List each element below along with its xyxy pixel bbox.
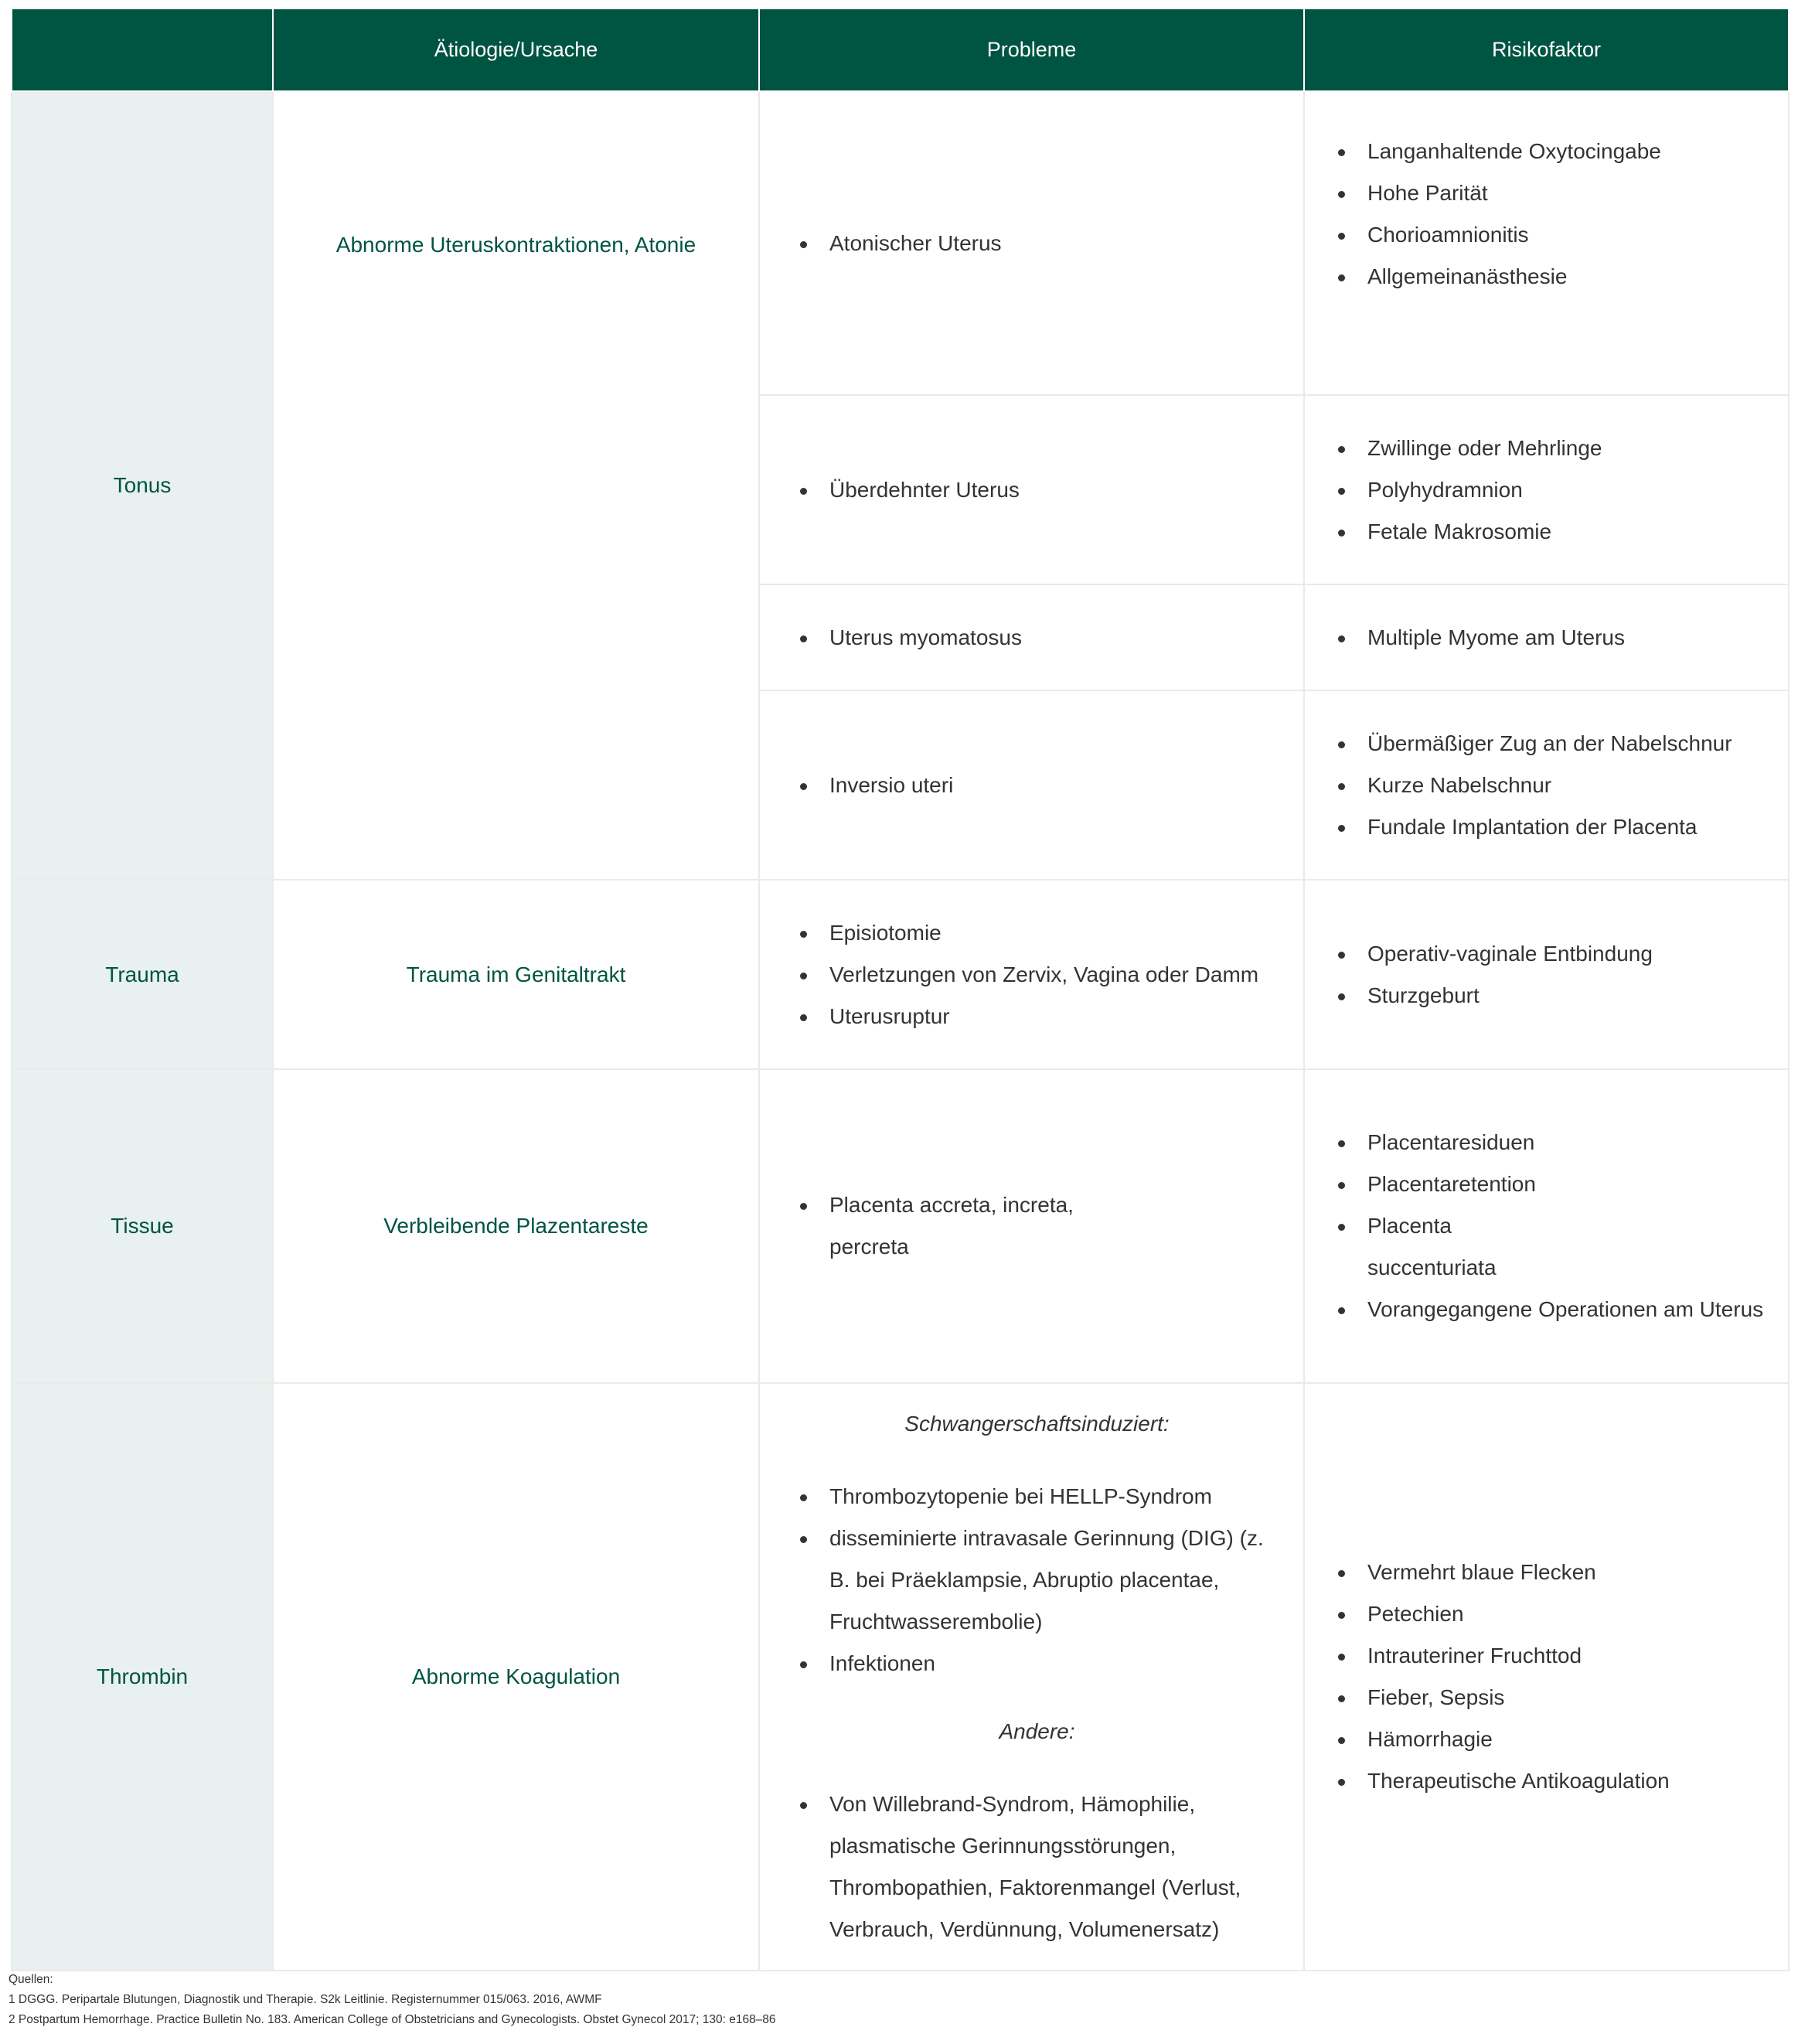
list-item: Placentaresiduen: [1348, 1122, 1772, 1163]
risks-cell: [1304, 1069, 1789, 1383]
table-row: [12, 1383, 1789, 1971]
category-thrombin: Thrombin: [12, 1383, 273, 1971]
header-empty: [12, 9, 273, 91]
list-item: Petechien: [1348, 1593, 1772, 1635]
cause-tonus: Abnorme Uteruskontraktionen, Atonie: [273, 91, 759, 880]
list-item: Chorioamnionitis: [1348, 214, 1772, 256]
list-item: Thrombozytopenie bei HELLP-Syndrom: [786, 1476, 1288, 1518]
source-item: 1 DGGG. Peripartale Blutungen, Diagnostik und Therapie. S2k Leitlinie. Registernummer 015/063. 2016, AWMF: [9, 1993, 602, 2006]
list-item: Polyhydramnion: [1348, 469, 1772, 511]
risks-cell: [1304, 395, 1789, 584]
list-item: Fundale Implantation der Placenta: [1348, 806, 1772, 848]
list-item: Kurze Nabelschnur: [1348, 765, 1772, 806]
list-item: Fieber, Sepsis: [1348, 1677, 1772, 1719]
list-item: Uterusruptur: [786, 996, 1288, 1037]
risks-cell: [1304, 584, 1789, 690]
list-item: Multiple Myome am Uterus: [1348, 617, 1772, 659]
category-trauma: Trauma: [12, 880, 273, 1069]
risks-cell: [1304, 91, 1789, 395]
list-item: Hohe Parität: [1348, 172, 1772, 214]
list-item: Placenta accreta, increta, percreta: [786, 1184, 1102, 1268]
header-row: [12, 9, 1789, 91]
cause-thrombin: Abnorme Koagulation: [273, 1383, 759, 1971]
list-item: Uterus myomatosus: [786, 617, 1288, 659]
list-item: Placenta succenturiata: [1348, 1205, 1772, 1289]
table-row: [12, 91, 1789, 395]
list-item: Allgemeinanästhesie: [1348, 256, 1772, 298]
table-row: [12, 880, 1789, 1069]
list-item: Infektionen: [786, 1643, 1288, 1685]
list-item: disseminierte intravasale Gerinnung (DIG) (z. B. bei Präeklampsie, Abruptio placentae, Fruchtwasserembolie): [786, 1518, 1288, 1643]
header-problems: Probleme: [759, 9, 1304, 91]
list-item: Episiotomie: [786, 912, 1288, 954]
source-item: 2 Postpartum Hemorrhage. Practice Bulletin No. 183. American College of Obstetricians and Gynecologists. Obstet Gynecol 2017; 130: e168–86: [9, 2013, 776, 2026]
header-risk: Risikofaktor: [1304, 9, 1789, 91]
subheading-other: Andere:: [999, 1719, 1075, 1743]
problems-cell: [759, 395, 1304, 584]
cause-trauma: Trauma im Genitaltrakt: [273, 880, 759, 1069]
list-item: Sturzgeburt: [1348, 975, 1772, 1017]
list-item: Intrauteriner Fruchttod: [1348, 1635, 1772, 1677]
list-item: Vorangegangene Operationen am Uterus: [1348, 1289, 1772, 1330]
header-cause: Ätiologie/Ursache: [273, 9, 759, 91]
list-item: Zwillinge oder Mehrlinge: [1348, 428, 1772, 469]
list-item: Vermehrt blaue Flecken: [1348, 1552, 1772, 1593]
risks-cell: [1304, 690, 1789, 880]
problems-cell: [759, 690, 1304, 880]
list-item: Hämorrhagie: [1348, 1719, 1772, 1760]
pph-cause-table: [11, 8, 1789, 1971]
sources-footnote: [9, 1970, 776, 2030]
category-tissue: Tissue: [12, 1069, 273, 1383]
problems-cell: [759, 91, 1304, 395]
problems-cell: [759, 1383, 1304, 1971]
table-row: [12, 1069, 1789, 1383]
subheading-pregnancy-induced: Schwangerschaftsinduziert:: [904, 1412, 1170, 1436]
sources-label: Quellen:: [9, 1973, 53, 1986]
cause-tissue: Verbleibende Plazentareste: [273, 1069, 759, 1383]
list-item: Überdehnter Uterus: [786, 469, 1288, 511]
list-item: Therapeutische Antikoagulation: [1348, 1760, 1772, 1802]
list-item: Von Willebrand-Syndrom, Hämophilie, plasmatische Gerinnungsstörungen, Thrombopathien, Faktorenmangel (Verlust, Verbrauch, Verdünnung, Volumenersatz): [786, 1783, 1288, 1950]
risks-cell: [1304, 880, 1789, 1069]
problems-cell: [759, 1069, 1304, 1383]
list-item: Verletzungen von Zervix, Vagina oder Damm: [786, 954, 1288, 996]
list-item: Inversio uteri: [786, 765, 1288, 806]
problems-cell: [759, 880, 1304, 1069]
problems-cell: [759, 584, 1304, 690]
list-item: Placentaretention: [1348, 1163, 1772, 1205]
risks-cell: [1304, 1383, 1789, 1971]
list-item: Übermäßiger Zug an der Nabelschnur: [1348, 723, 1772, 765]
list-item: Operativ-vaginale Entbindung: [1348, 933, 1772, 975]
category-tonus: Tonus: [12, 91, 273, 880]
list-item: Atonischer Uterus: [786, 223, 1288, 264]
list-item: Langanhaltende Oxytocingabe: [1348, 131, 1772, 172]
list-item: Fetale Makrosomie: [1348, 511, 1772, 553]
